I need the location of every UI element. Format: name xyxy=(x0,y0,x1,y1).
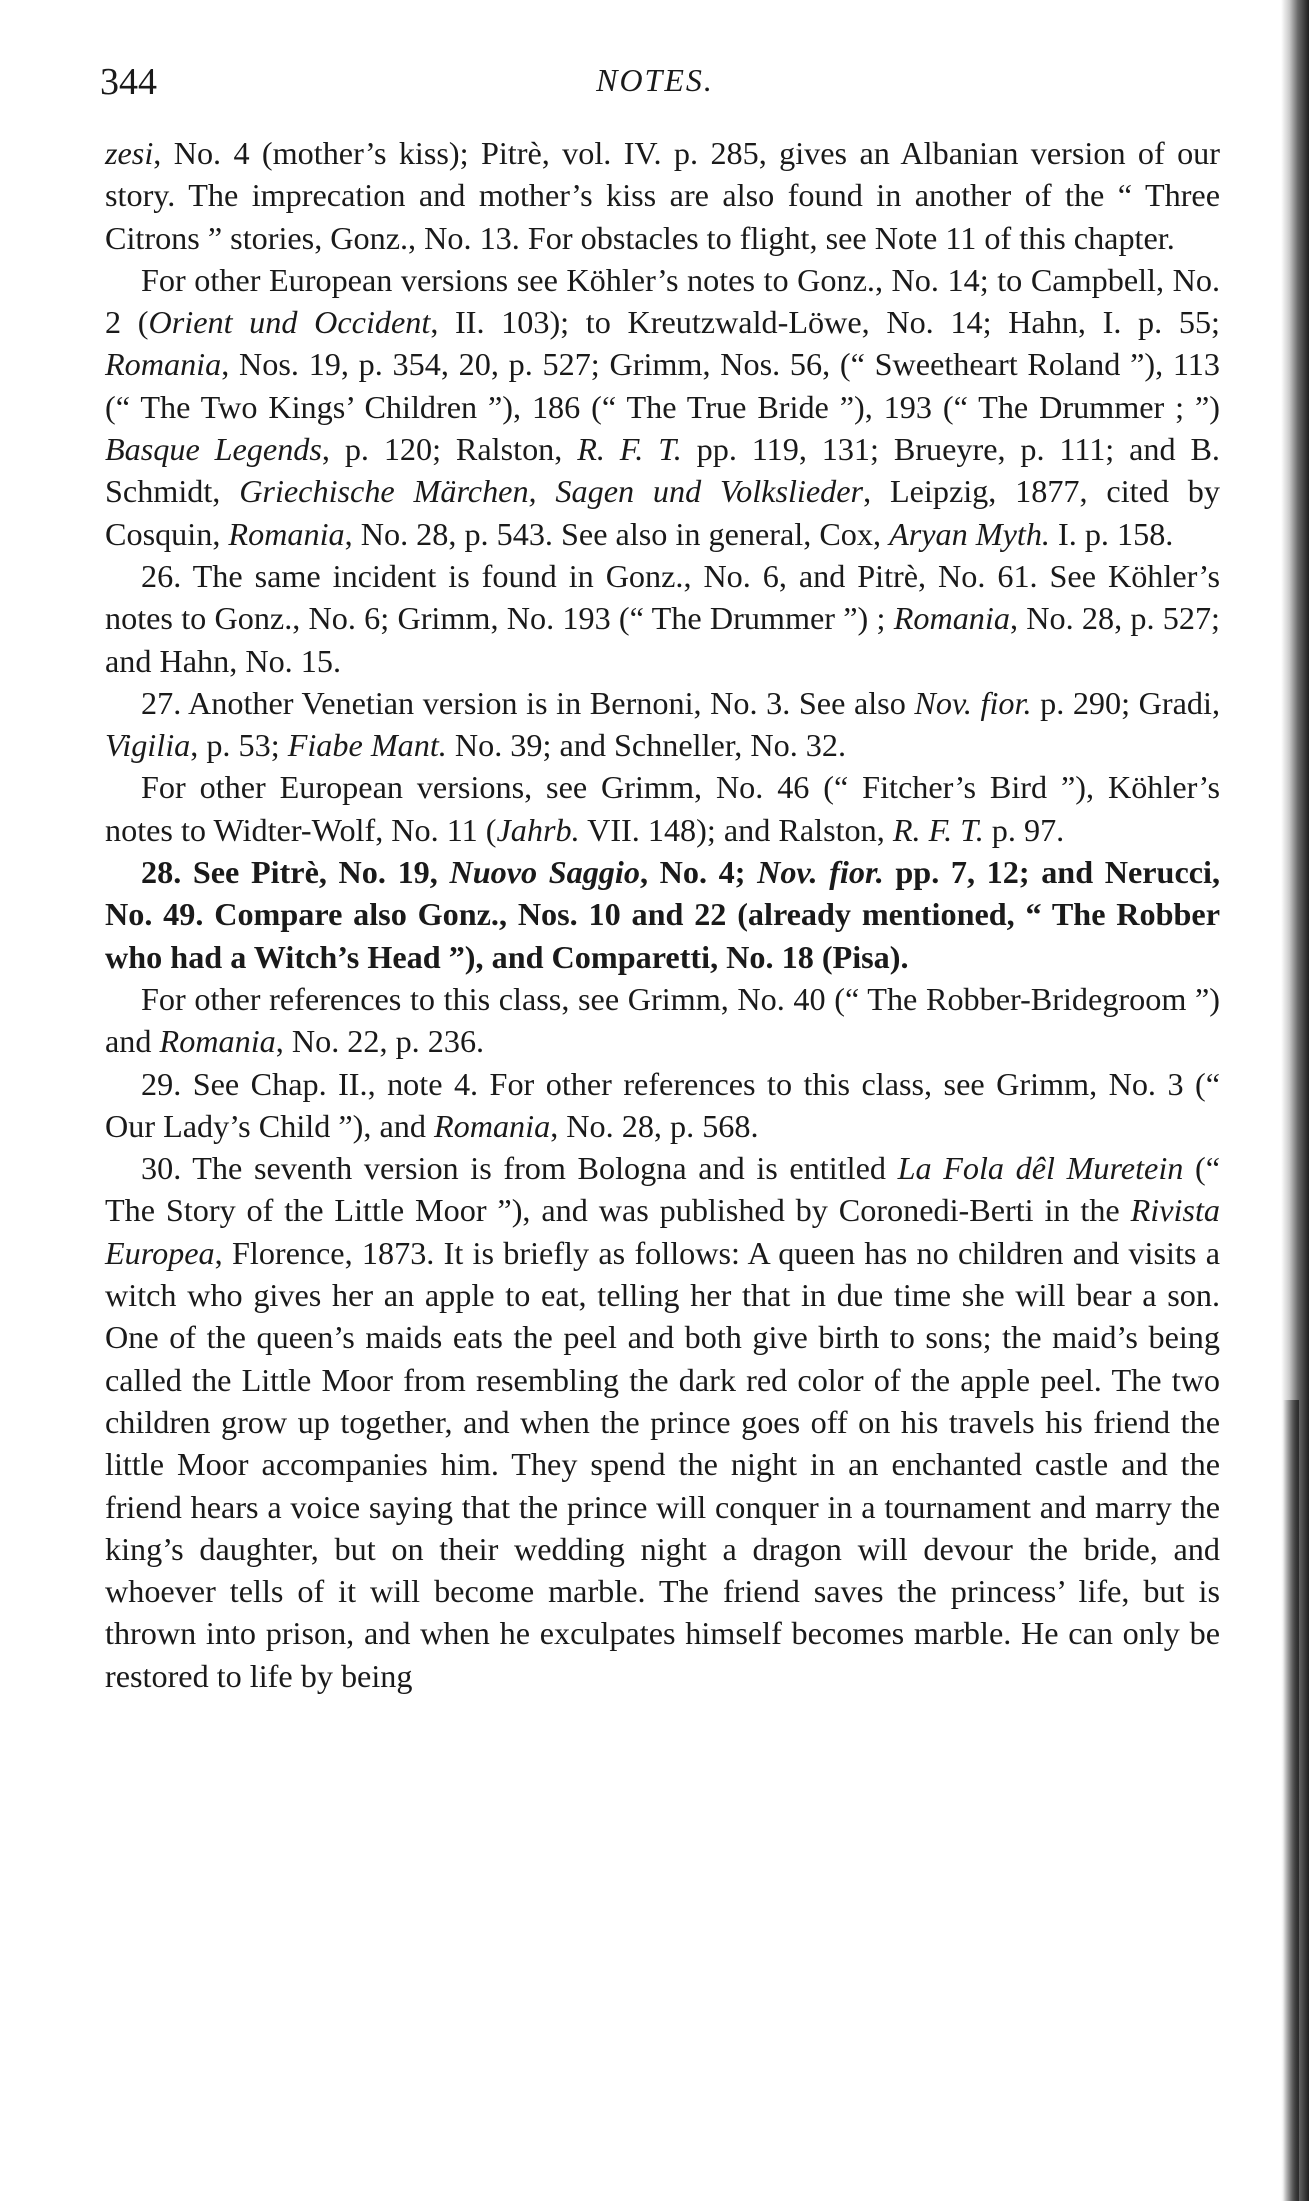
note-30 xyxy=(105,1147,1220,1697)
text-run: 26. The same incident is found in Gonz., No. 6, and Pitrè, No. 61. See Köhler’s notes to Gonz., No. 6; Grimm, No. 193 (“ The Drummer ”) ; xyxy=(105,557,1220,637)
italic-text: Orient und Occident xyxy=(148,304,431,341)
text-run: , No. 28, p. 543. See also in general, Cox, xyxy=(344,515,890,552)
text-run: 27. Another Venetian version is in Bernoni, No. 3. See also xyxy=(141,684,915,721)
text-run: 29. See Chap. II., note 4. For other references to this class, see Grimm, No. 3 (“ Our Lady’s Child ”), and xyxy=(105,1065,1220,1144)
italic-text: Romania xyxy=(228,515,345,552)
italic-text: Nov. fior. xyxy=(914,684,1032,721)
page-header xyxy=(100,60,1210,110)
italic-text: Romania xyxy=(105,346,222,383)
paragraph-other-versions xyxy=(105,766,1220,851)
italic-text: Nuovo Saggio xyxy=(449,854,640,891)
text-run: , Florence, 1873. It is briefly as follows: A queen has no children and visits a witch who gives her an apple to eat, telling her that in due time she will bear a son. One of the queen’s maids eats the peel and both give birth to sons; the maid’s being called the Little Moor from resembling the dark red color of the apple peel. The two children grow up together, and when the prince goes off on his travels his friend the little Moor accompanies him. They spend the night in an enchanted castle and the friend hears a voice saying that the prince will conquer in a tournament and marry the king’s daughter, but on their wedding night a dragon will devour the bride, and whoever tells of it will become marble. The friend saves the princess’ life, but is thrown into prison, and when he exculpates himself becomes marble. He can only be restored to life by being xyxy=(105,1234,1220,1694)
paragraph-continued xyxy=(105,132,1220,259)
note-28 xyxy=(105,851,1220,978)
text-run: , No. 22, p. 236. xyxy=(275,1023,485,1060)
italic-text: Romania xyxy=(893,600,1010,637)
text-run: , No. 4 (mother’s kiss); Pitrè, vol. IV. p. 285, gives an Albanian version of our story. The imprecation and mother’s kiss are also found in another of the “ Three Citrons ” stories, Gonz., No. 13. For obstacles to flight, see Note 11 of this chapter. xyxy=(105,135,1220,256)
italic-text: Fiabe Mant. xyxy=(287,727,447,764)
italic-text: zesi xyxy=(105,135,154,171)
text-run: p. 290; Gradi, xyxy=(1031,684,1220,721)
italic-text: Rivista Europea xyxy=(105,1192,1220,1271)
text-run: p. 97. xyxy=(983,811,1065,848)
text-run: (“ The Story of the Little Moor ”), and was published by Coronedi-Berti in the xyxy=(105,1150,1221,1229)
text-run: VII. 148); and Ralston, xyxy=(579,811,893,848)
text-run: For other European versions, see Grimm, No. 46 (“ Fitcher’s Bird ”), Köhler’s notes to Widter-Wolf, No. 11 ( xyxy=(105,769,1220,848)
note-29 xyxy=(105,1063,1220,1148)
running-head: NOTES. xyxy=(596,62,714,98)
italic-text: Aryan Myth. xyxy=(889,515,1050,552)
text-run: For other European versions see Köhler’s notes to Gonz., No. 14; to Campbell, No. 2 ( xyxy=(105,261,1220,341)
text-run: , p. 120; Ralston, xyxy=(321,431,578,468)
text-run: 30. The seventh version is from Bologna and is entitled xyxy=(141,1150,898,1187)
italic-text: Vigilia xyxy=(105,727,191,764)
text-run: , Nos. 19, p. 354, 20, p. 527; Grimm, Nos. 56, (“ Sweetheart Roland ”), 113 (“ The Two Kings’ Children ”), 186 (“ The True Bride ”), 193 (“ The Drummer ; ”) xyxy=(105,346,1220,425)
italic-text: Romania xyxy=(433,1107,551,1144)
notes-body xyxy=(105,132,1220,1697)
italic-text: Nov. fior. xyxy=(757,854,884,891)
text-run: pp. 7, 12; and Nerucci, No. 49. Compare also Gonz., Nos. 10 and 22 (already mentioned, “ The Robber who had a Witch’s Head ”), and Comparetti, No. 18 (Pisa). xyxy=(105,854,1221,975)
note-26 xyxy=(105,555,1220,682)
text-run: , p. 53; xyxy=(190,727,288,764)
text-run: , No. 28, p. 527; and Hahn, No. 15. xyxy=(105,600,1220,679)
italic-text: R. F. T. xyxy=(892,811,984,848)
italic-text: Griechische Märchen, Sagen und Volkslieder xyxy=(239,473,864,510)
text-run: I. p. 158. xyxy=(1049,515,1174,552)
text-run: For other references to this class, see Grimm, No. 40 (“ The Robber-Bridegroom ”) and xyxy=(105,980,1220,1060)
italic-text: Jahrb. xyxy=(496,811,580,848)
italic-text: R. F. T. xyxy=(577,431,682,468)
text-run: , Leipzig, 1877, cited by Cosquin, xyxy=(105,473,1220,552)
text-run: 28. See Pitrè, No. 19, xyxy=(141,854,450,891)
italic-text: Basque Legends xyxy=(105,431,322,468)
italic-text: La Fola dêl Muretein xyxy=(897,1150,1184,1187)
note-27 xyxy=(105,682,1220,767)
text-run: pp. 119, 131; Brueyre, p. 111; and B. Schmidt, xyxy=(105,431,1220,510)
text-run: , No. 28, p. 568. xyxy=(550,1107,759,1144)
page-edge-dark-band xyxy=(1283,1400,1299,2201)
page-number: 344 xyxy=(100,61,157,103)
text-run: , II. 103); to Kreutzwald-Löwe, No. 14; Hahn, I. p. 55; xyxy=(430,304,1220,341)
text-run: , No. 4; xyxy=(639,854,758,891)
paragraph-european-versions xyxy=(105,259,1220,555)
page-edge-shadow xyxy=(1281,0,1309,2201)
text-run: No. 39; and Schneller, No. 32. xyxy=(446,727,847,764)
paragraph-other-references xyxy=(105,978,1220,1063)
italic-text: Romania xyxy=(159,1023,276,1060)
